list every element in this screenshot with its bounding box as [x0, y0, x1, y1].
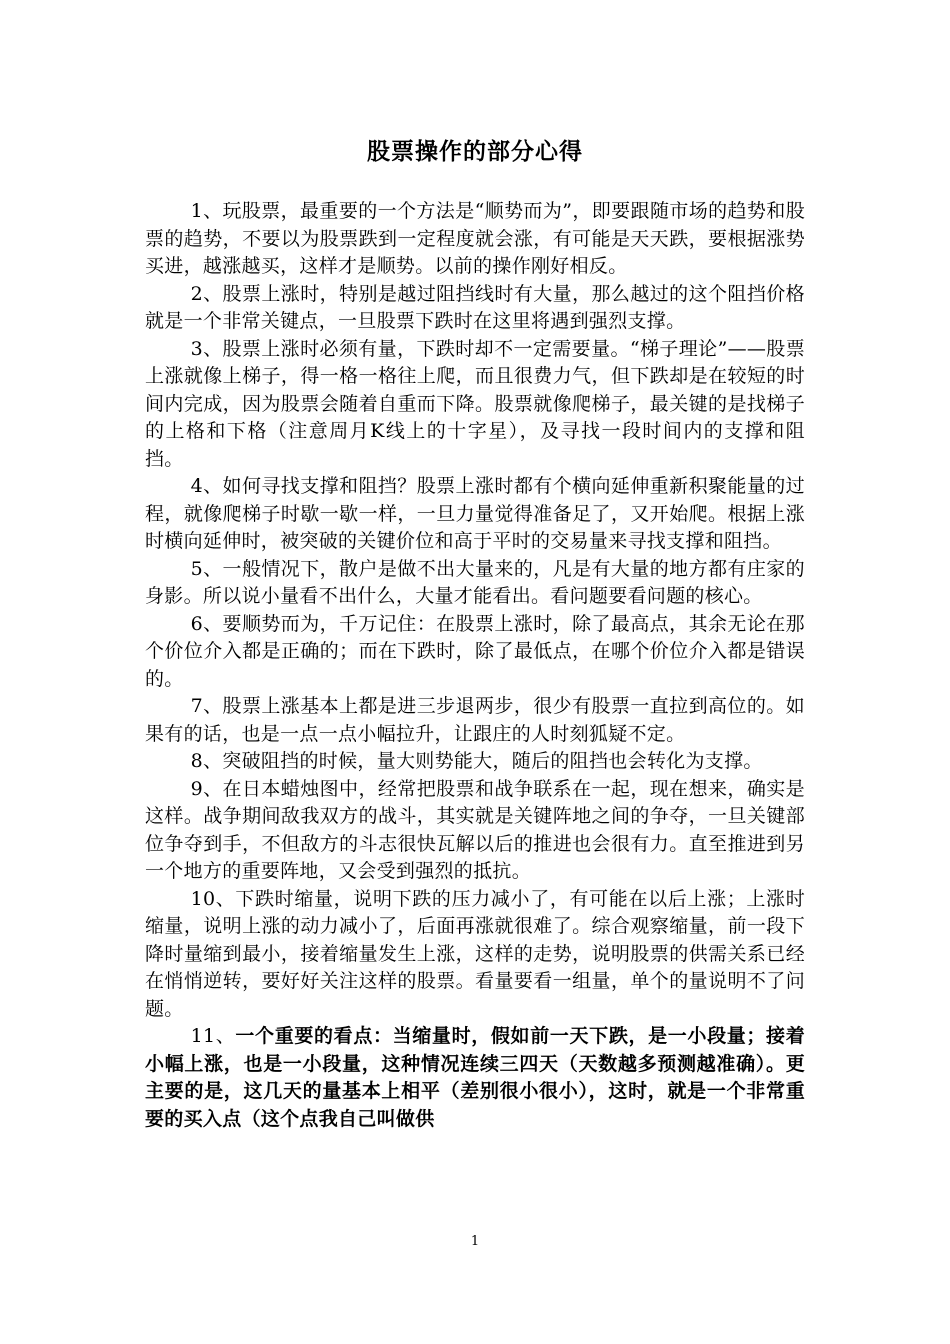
paragraph-7: 7、股票上涨基本上都是进三步退两步，很少有股票一直拉到高位的。如果有的话，也是一点一点小幅拉升，让跟庄的人时刻狐疑不定。	[145, 695, 805, 745]
document-body	[145, 198, 805, 1133]
paragraph-6: 6、要顺势而为，千万记住：在股票上涨时，除了最高点，其余无论在那个价位介入都是正确的；而在下跌时，除了最低点，在哪个价位介入都是错误的。	[145, 612, 805, 690]
paragraph-11	[145, 1023, 805, 1133]
paragraph-3: 3、股票上涨时必须有量，下跌时却不一定需要量。“梯子理论”——股票上涨就像上梯子，得一格一格往上爬，而且很费力气，但下跌却是在较短的时间内完成，因为股票会随着自重而下降。股票就像爬梯子，最关键的是找梯子的上格和下格（注意周月K线上的十字星），及寻找一段时间内的支撑和阻挡。	[145, 337, 805, 470]
paragraph-11-bold-text: 一个重要的看点：当缩量时，假如前一天下跌，是一小段量；接着小幅上涨，也是一小段量，这种情况连续三四天（天数越多预测越准确）。更主要的是，这几天的量基本上相平（差别很小很小），这时，就是一个非常重要的买入点（这个点我自己叫做供	[145, 1025, 806, 1130]
paragraph-10: 10、下跌时缩量，说明下跌的压力减小了，有可能在以后上涨；上涨时缩量，说明上涨的动力减小了，后面再涨就很难了。综合观察缩量，前一段下降时量缩到最小，接着缩量发生上涨，这样的走势，说明股票的供需关系已经在悄悄逆转，要好好关注这样的股票。看量要看一组量，单个的量说明不了问题。	[145, 887, 805, 1020]
paragraph-1: 1、玩股票，最重要的一个方法是“顺势而为”，即要跟随市场的趋势和股票的趋势，不要以为股票跌到一定程度就会涨，有可能是天天跌，要根据涨势买进，越涨越买，这样才是顺势。以前的操作刚好相反。	[145, 200, 805, 277]
document-title: 股票操作的部分心得	[367, 138, 583, 165]
paragraph-5: 5、一般情况下，散户是做不出大量来的，凡是有大量的地方都有庄家的身影。所以说小量看不出什么，大量才能看出。看问题要看问题的核心。	[145, 557, 805, 607]
paragraph-9: 9、在日本蜡烛图中，经常把股票和战争联系在一起，现在想来，确实是这样。战争期间敌我双方的战斗，其实就是关键阵地之间的争夺，一旦关键部位争夺到手，不但敌方的斗志很快瓦解以后的推进也会很有力。直至推进到另一个地方的重要阵地，又会受到强烈的抵抗。	[145, 777, 805, 882]
paragraph-8: 8、突破阻挡的时候，量大则势能大，随后的阻挡也会转化为支撑。	[190, 750, 763, 772]
paragraph-11-prefix: 11、	[190, 1025, 236, 1047]
paragraph-2: 2、股票上涨时，特别是越过阻挡线时有大量，那么越过的这个阻挡价格就是一个非常关键点，一旦股票下跌时在这里将遇到强烈支撑。	[145, 282, 805, 332]
page-number: 1	[470, 1234, 480, 1249]
paragraph-4: 4、如何寻找支撑和阻挡？股票上涨时都有个横向延伸重新积聚能量的过程，就像爬梯子时歇一歇一样，一旦力量觉得准备足了，又开始爬。根据上涨时横向延伸时，被突破的关键价位和高于平时的交易量来寻找支撑和阻挡。	[145, 475, 805, 552]
